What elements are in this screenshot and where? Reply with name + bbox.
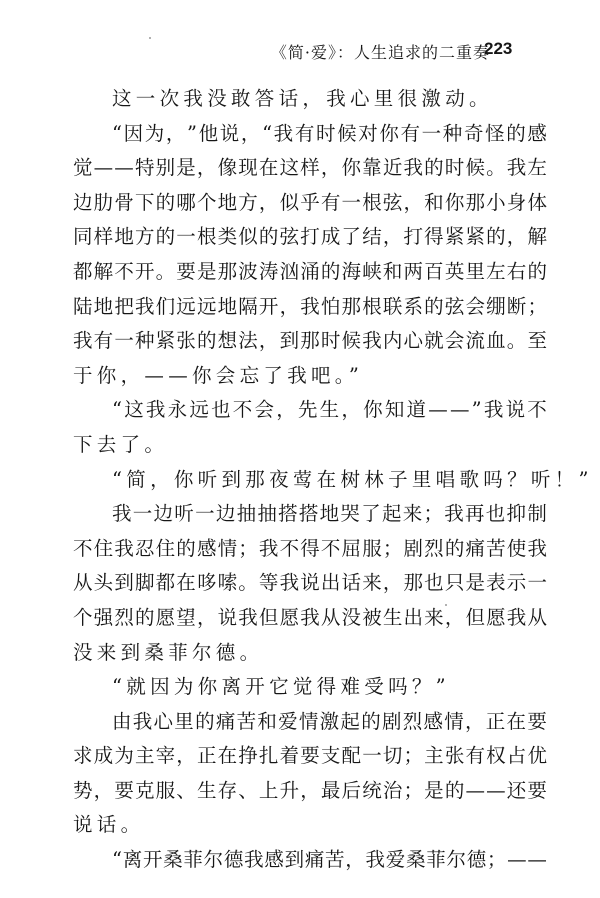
page-number: 223 — [484, 39, 513, 58]
text-line: 都 解 不 开 。 要 是 那 波 涛 汹 涌 的 海 峡 和 两 百 英 里 左 右 的 — [73, 259, 547, 283]
scan-speck — [445, 604, 447, 606]
text-line: 同 样 地 方 的 一 根 类 似 的 弦 打 成 了 结 ， 打 得 紧 紧 的 ， 解 — [73, 225, 547, 249]
body-text — [73, 82, 593, 878]
text-line: 求 成 为 主 宰 ， 正 在 挣 扎 着 要 支 配 一 切 ； 主 张 有 权 占 优 — [73, 744, 547, 768]
text-line: 边 肋 骨 下 的 哪 个 地 方 ， 似 乎 有 一 根 弦 ， 和 你 那 小 身 体 — [73, 190, 547, 214]
text-line: “ 因 为 ， ” 他 说 ， “ 我 有 时 候 对 你 有 一 种 奇 怪 的 感 — [112, 121, 547, 145]
text-line: 我 有 一 种 紧 张 的 想 法 ， 到 那 时 候 我 内 心 就 会 流 血 。 至 — [73, 329, 547, 353]
text-line: 没来到桑菲尔德。 — [73, 640, 264, 664]
text-line: “ 离 开 桑 菲 尔 德 我 感 到 痛 苦 ， 我 爱 桑 菲 尔 德 ； — — — [112, 848, 547, 872]
text-line: “ 这 我 永 远 也 不 会 ， 先 生 ， 你 知 道 — — ” 我 说 不 — [112, 398, 547, 422]
running-header — [0, 40, 600, 70]
text-line: 下去了。 — [73, 432, 169, 456]
text-line: 势 ， 要 克 服 、 生 存 、 上 升 ， 最 后 统 治 ； 是 的 — — 还 要 — [73, 778, 547, 802]
text-line: 说话。 — [73, 813, 145, 837]
text-line: 个 强 烈 的 愿 望 ， 说 我 但 愿 我 从 没 被 生 出 来 ， 但 愿 我 从 — [73, 605, 547, 629]
running-title: 《简·爱》：人生追求的二重奏 — [270, 43, 490, 62]
text-line: 由 我 心 里 的 痛 苦 和 爱 情 激 起 的 剧 烈 感 情 ， 正 在 要 — [112, 709, 547, 733]
text-line: “简，你听到那夜莺在树林子里唱歌吗？听！” — [112, 467, 593, 491]
text-line: 从 头 到 脚 都 在 哆 嗦 。 等 我 说 出 话 来 ， 那 也 只 是 表 示 一 — [73, 571, 547, 595]
text-line: 这一次我没敢答话，我心里很激动。 — [112, 87, 493, 110]
text-line: 于你，——你会忘了我吧。” — [73, 363, 364, 387]
scan-speck — [149, 37, 151, 39]
text-line: 不 住 我 忍 住 的 感 情 ； 我 不 得 不 屈 服 ； 剧 烈 的 痛 苦 使 我 — [73, 536, 547, 560]
text-line: 觉 — — 特 别 是 ， 像 现 在 这 样 ， 你 靠 近 我 的 时 候 。 我 左 — [73, 156, 547, 180]
text-line: “就因为你离开它觉得难受吗？” — [112, 675, 450, 699]
text-line: 我 一 边 听 一 边 抽 抽 搭 搭 地 哭 了 起 来 ； 我 再 也 抑 制 — [112, 502, 547, 526]
text-line: 陆 地 把 我 们 远 远 地 隔 开 ， 我 怕 那 根 联 系 的 弦 会 绷 断 ； — [73, 294, 547, 318]
